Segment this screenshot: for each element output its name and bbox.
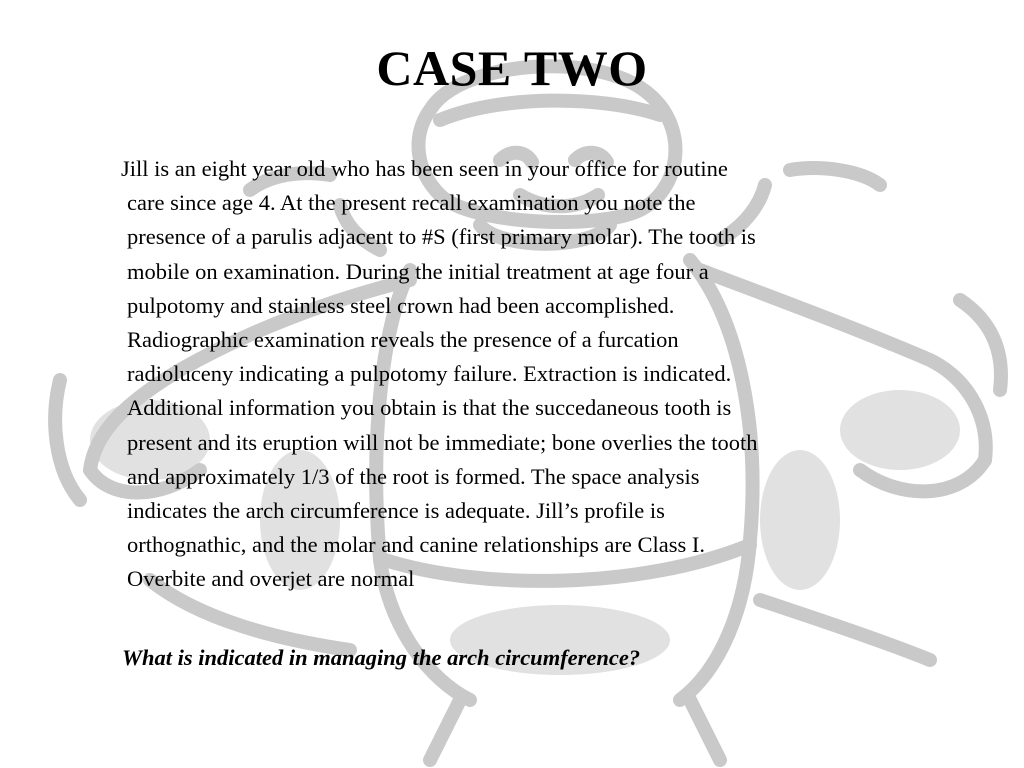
case-question: What is indicated in managing the arch circumference? xyxy=(122,645,641,670)
case-description xyxy=(121,152,941,597)
case-description-line: Additional information you obtain is that the succedaneous tooth is xyxy=(127,395,732,421)
case-description-line: care since age 4. At the present recall examination you note the xyxy=(127,190,696,216)
slide-title: CASE TWO xyxy=(376,40,648,96)
case-description-line: Jill is an eight year old who has been seen in your office for routine xyxy=(121,156,728,181)
case-description-line: Overbite and overjet are normal xyxy=(127,566,415,592)
case-description-line: present and its eruption will not be immediate; bone overlies the tooth xyxy=(127,429,758,455)
case-description-line: Radiographic examination reveals the presence of a furcation xyxy=(127,327,679,353)
case-description-line: and approximately 1/3 of the root is formed. The space analysis xyxy=(127,463,700,489)
case-description-line: mobile on examination. During the initial treatment at age four a xyxy=(127,258,709,284)
case-description-line: presence of a parulis adjacent to #S (first primary molar). The tooth is xyxy=(127,224,756,250)
case-description-line: radioluceny indicating a pulpotomy failure. Extraction is indicated. xyxy=(127,361,732,387)
case-description-line: indicates the arch circumference is adequate. Jill’s profile is xyxy=(127,498,665,524)
case-description-line: orthognathic, and the molar and canine relationships are Class I. xyxy=(127,532,705,558)
case-description-line: pulpotomy and stainless steel crown had been accomplished. xyxy=(127,292,675,318)
